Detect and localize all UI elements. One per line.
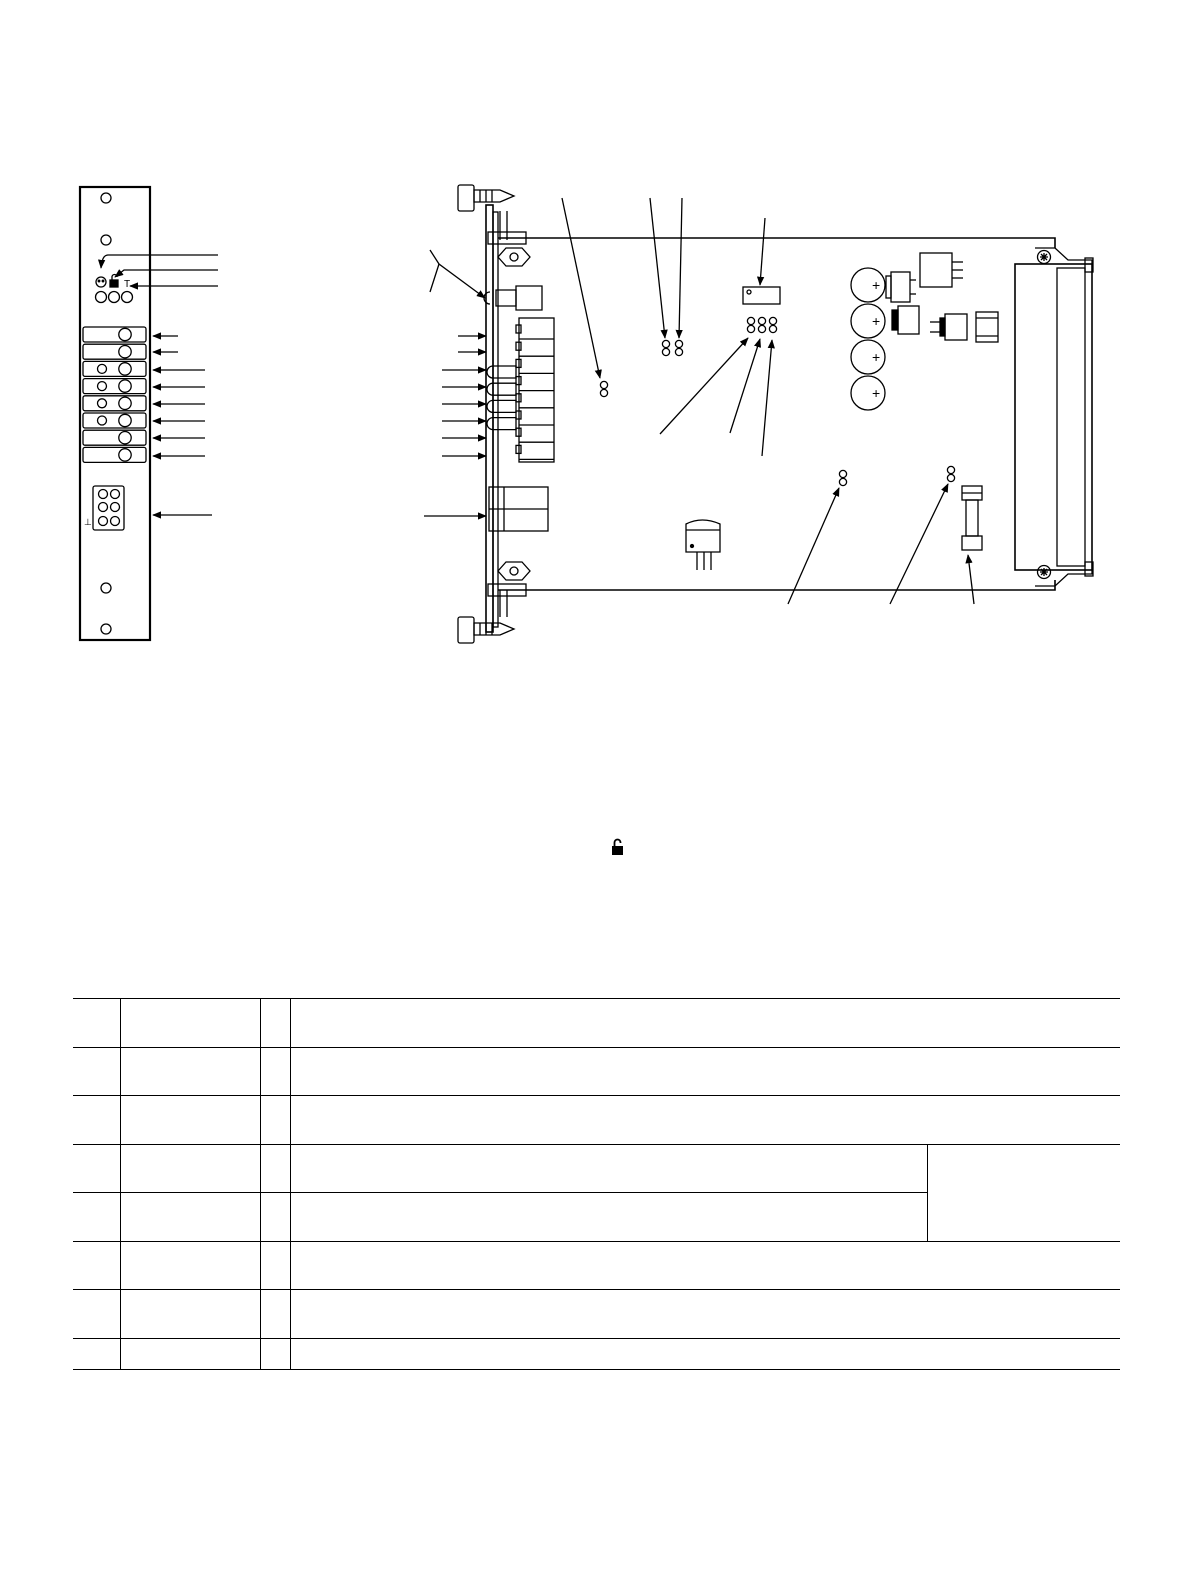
transistor	[976, 312, 998, 342]
table-row	[73, 999, 1120, 1048]
mounting-hole	[101, 624, 111, 634]
lamp-row	[83, 413, 146, 428]
socket-lamp	[487, 418, 516, 430]
lamp-row-frame	[83, 413, 146, 428]
capacitors	[851, 268, 885, 410]
lamp-row-frame	[83, 430, 146, 445]
lamp-row-frame	[83, 344, 146, 359]
table-cell	[260, 1047, 290, 1096]
socket-lamp	[487, 366, 516, 378]
lamp-row	[83, 379, 146, 394]
standoff-nut	[498, 562, 530, 580]
reference-table	[73, 998, 1120, 1370]
lamp-indicator	[98, 399, 107, 408]
transistor	[930, 314, 967, 340]
relay	[920, 253, 963, 287]
smiley-icon	[96, 277, 106, 287]
table-cell	[73, 1193, 120, 1242]
jumper	[662, 340, 669, 355]
table-cell	[120, 999, 260, 1048]
lamp-lens	[119, 328, 131, 340]
table-cell	[260, 1096, 290, 1145]
table-cell	[73, 999, 120, 1048]
jumper	[839, 470, 846, 485]
table-cell	[120, 1096, 260, 1145]
jumper	[675, 340, 682, 355]
standoff-nut	[498, 248, 530, 266]
table-cell	[120, 1241, 260, 1290]
capacitor	[851, 304, 885, 338]
lamp-socket-stack	[487, 318, 554, 462]
table-cell	[260, 1290, 290, 1339]
capacitor-polarity-label: +	[872, 277, 881, 293]
lamp-row-frame	[83, 447, 146, 462]
table-cell	[290, 1193, 927, 1242]
lamp-row	[83, 361, 146, 376]
capacitor-polarity-label: +	[872, 385, 881, 401]
table-cell	[260, 1193, 290, 1242]
lamp-lens	[119, 380, 131, 392]
board-side-view	[424, 185, 1093, 643]
table-cell	[927, 1144, 1120, 1241]
lamp-row-frame	[83, 361, 146, 376]
unlock-icon	[610, 838, 626, 858]
capacitor-polarity-label: +	[872, 349, 881, 365]
table-cell	[260, 1338, 290, 1369]
table-cell	[73, 1290, 120, 1339]
socket-lamp	[487, 383, 516, 395]
capacitor	[851, 268, 885, 302]
table-row	[73, 1144, 1120, 1193]
table-row	[73, 1096, 1120, 1145]
jumper	[769, 317, 776, 332]
capacitor-polarity-label: +	[872, 313, 881, 329]
table-cell	[290, 1241, 1120, 1290]
table-cell	[120, 1290, 260, 1339]
table-row	[73, 1241, 1120, 1290]
lamp-rows	[83, 327, 146, 462]
jumper	[758, 317, 765, 332]
dip-switch	[743, 287, 780, 304]
voltage-regulator	[686, 520, 720, 570]
lamp-row	[83, 447, 146, 462]
board-top-callouts	[562, 198, 974, 604]
transistor	[892, 306, 919, 334]
lamp-row-frame	[83, 396, 146, 411]
table-row	[73, 1338, 1120, 1369]
lamp-lens	[119, 346, 131, 358]
circuit-card-drawing	[0, 0, 1191, 700]
mounting-hole	[101, 235, 111, 245]
lamp-row	[83, 344, 146, 359]
table-cell	[120, 1193, 260, 1242]
lamp-row-frame	[83, 379, 146, 394]
lamp-indicator	[98, 364, 107, 373]
status-lamp	[96, 292, 107, 303]
table-cell	[73, 1144, 120, 1193]
capacitor	[851, 340, 885, 374]
mounting-hole	[101, 193, 111, 203]
transistor	[886, 272, 916, 302]
test-connector	[93, 486, 124, 530]
lamp-lens	[119, 414, 131, 426]
table-cell	[73, 1241, 120, 1290]
lamp-lens	[119, 449, 131, 461]
capacitor	[851, 376, 885, 410]
table-cell	[260, 1241, 290, 1290]
lamp-indicator	[98, 382, 107, 391]
lamp-row	[83, 327, 146, 342]
table-row	[73, 1047, 1120, 1096]
jumper	[947, 466, 954, 481]
table-cell	[73, 1047, 120, 1096]
table-cell	[260, 1144, 290, 1193]
edge-connector	[1015, 248, 1093, 586]
test-symbol: T	[124, 279, 131, 290]
status-lamp	[109, 292, 120, 303]
table-cell	[120, 1144, 260, 1193]
lamp-indicator	[98, 416, 107, 425]
table-cell	[290, 1144, 927, 1193]
lamp-lens	[119, 397, 131, 409]
table-row	[73, 1290, 1120, 1339]
led-callout	[430, 250, 485, 298]
lamp-row	[83, 430, 146, 445]
table-cell	[290, 1047, 1120, 1096]
table-cell	[290, 1338, 1120, 1369]
table-cell	[290, 1096, 1120, 1145]
table-cell	[290, 1290, 1120, 1339]
table-cell	[73, 1338, 120, 1369]
table-cell	[260, 999, 290, 1048]
mounting-hole	[101, 583, 111, 593]
jumper	[747, 317, 754, 332]
lamp-row	[83, 396, 146, 411]
table-cell	[73, 1096, 120, 1145]
lamp-row-frame	[83, 327, 146, 342]
jumper	[600, 381, 607, 396]
table-cell	[120, 1047, 260, 1096]
ground-symbol: ⊥	[84, 518, 92, 528]
lamp-lens	[119, 432, 131, 444]
fuse	[962, 486, 982, 550]
lamp-lens	[119, 363, 131, 375]
table-cell	[120, 1338, 260, 1369]
status-lamp	[122, 292, 133, 303]
board-edge-callouts	[424, 336, 486, 516]
socket-lamp	[487, 400, 516, 412]
table-cell	[290, 999, 1120, 1048]
